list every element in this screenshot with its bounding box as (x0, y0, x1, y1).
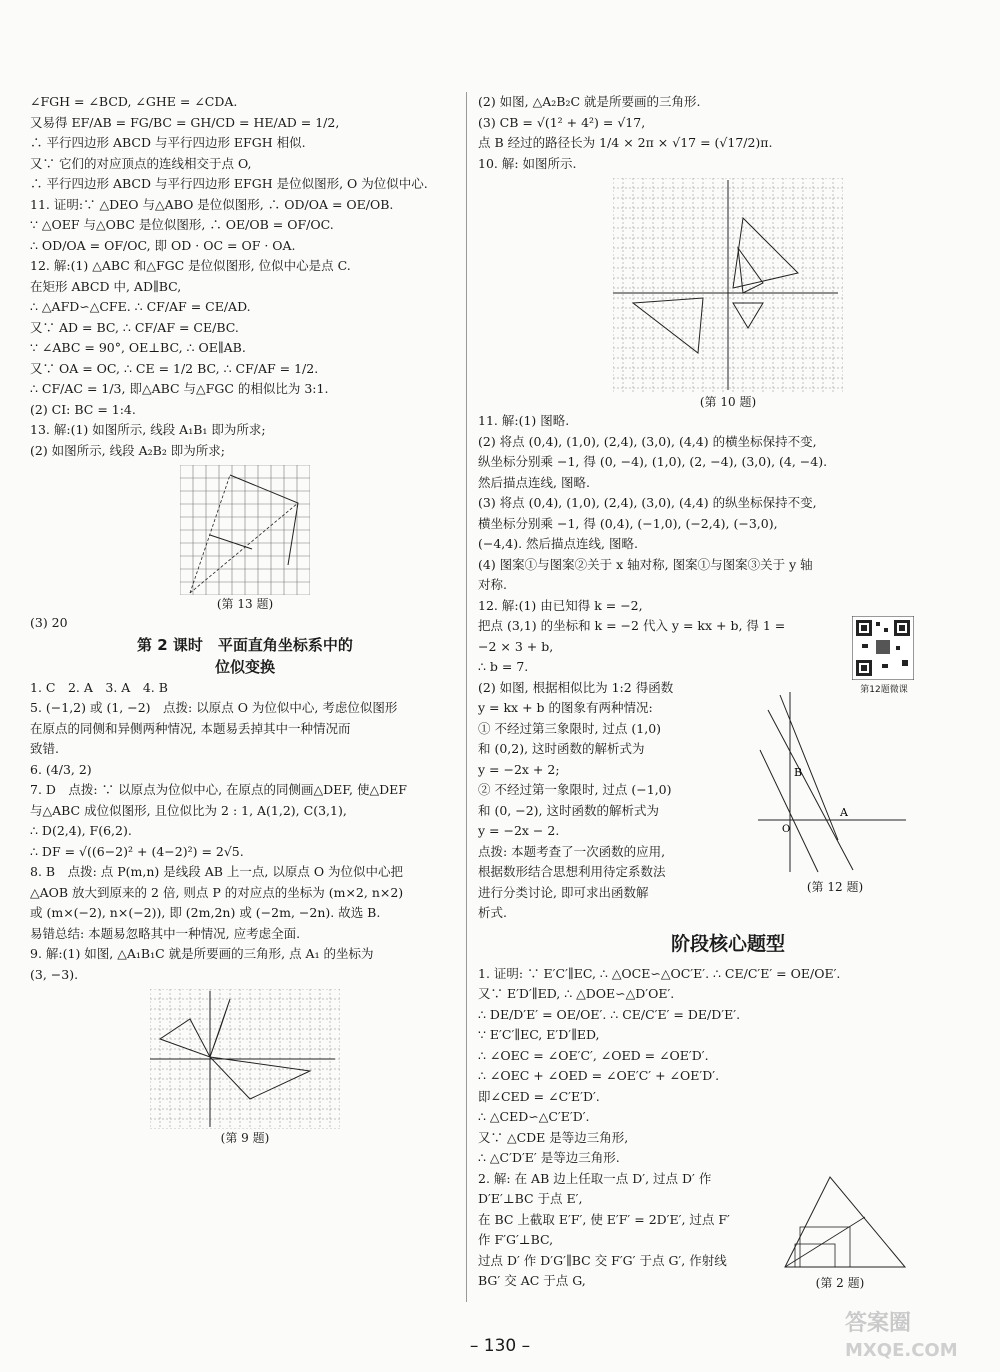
right-b-line: 纵坐标分别乘 −1, 得 (0, −4), (1,0), (2, −4), (3,0), (4, −4). (478, 454, 828, 469)
left-a-line: ∵ ∠ABC = 90°, OE⊥BC, ∴ OE∥AB. (30, 340, 246, 355)
right-b-line: (4) 图案①与图案②关于 x 轴对称, 图案①与图案③关于 y 轴 (478, 556, 813, 572)
fig12-label-a: A (840, 806, 848, 819)
left-b-line: ∴ D(2,4), F(6,2). (30, 823, 132, 838)
fig12-caption: (第 12 题) (806, 880, 864, 894)
right-c-line: BG′ 交 AC 于点 G, (478, 1273, 586, 1288)
fig10-triangle-3 (738, 248, 763, 293)
right-a-line: 点 B 经过的路径长为 1/4 × 2π × √17 = (√17/2)π. (478, 135, 773, 150)
right-b-line: 把点 (3,1) 的坐标和 k = −2 代入 y = kx + b, 得 1 = (478, 618, 786, 633)
right-c-line: ∴ ∠OEC + ∠OED = ∠OE′C′ + ∠OE′D′. (478, 1068, 720, 1083)
right-c-line: 过点 D′ 作 D′G′∥BC 交 F′G′ 于点 G′, 作射线 (478, 1252, 727, 1268)
right-a-line: 10. 解: 如图所示. (478, 155, 577, 171)
left-b-line: 1. C 2. A 3. A 4. B (30, 679, 168, 695)
fig13-caption: (第 13 题) (216, 597, 274, 611)
right-b-line: 然后描点连线, 图略. (478, 474, 590, 490)
right-b-line: (−4,4). 然后描点连线, 图略. (478, 536, 638, 551)
fig12-label-b: B (794, 766, 803, 779)
left-a-line: ∴ CF/AC = 1/3, 即△ABC 与△FGC 的相似比为 3:1. (30, 381, 329, 396)
fig2-rect-small (795, 1244, 835, 1267)
left-b-line: 易错总结: 本题易忽略其中一种情况, 应考虑全面. (30, 925, 301, 941)
left-a-line: (2) CI: BC = 1:4. (30, 401, 136, 417)
section-title-2: 位似变换 (214, 657, 275, 676)
left-b-line: 或 (m×(−2), n×(−2)), 即 (2m,2n) 或 (−2m, −2n). 故选 B. (30, 905, 381, 920)
qr-code-icon[interactable] (852, 616, 914, 680)
fig9-triangle-abc (160, 1019, 210, 1057)
right-c-line: 又∵ △CDE 是等边三角形, (478, 1129, 629, 1145)
fig9-caption: (第 9 题) (220, 1131, 270, 1145)
left-b-line: 7. D 点拨: ∵ 以原点为位似中心, 在原点的同侧画△DEF, 使△DEF (30, 782, 407, 797)
left-a-line: 又易得 EF/AB = FG/BC = GH/CD = HE/AD = 1/2, (30, 114, 340, 130)
fig10-triangle-2 (633, 298, 703, 353)
right-b-line: 根据数形结合思想利用待定系数法 (478, 864, 666, 879)
left-a-line: 12. 解:(1) △ABC 和△FGC 是位似图形, 位似中心是点 C. (30, 258, 351, 273)
left-a-line: 又∵ 它们的对应顶点的连线相交于点 O, (30, 155, 252, 171)
right-b-line: 11. 解:(1) 图略. (478, 413, 570, 428)
left-b-line: ∴ DF = √((6−2)² + (4−2)²) = 2√5. (30, 843, 244, 859)
fig10-caption: (第 10 题) (699, 395, 757, 409)
left-b-line: 8. B 点拨: 点 P(m,n) 是线段 AB 上一点, 以原点 O 为位似中心把 (30, 864, 404, 879)
left-a-line: 又∵ AD = BC, ∴ CF/AF = CE/BC. (30, 319, 239, 335)
right-b-line: 析式. (478, 905, 507, 920)
fig13-dash2 (190, 475, 230, 593)
left-a-line: ∵ △OEF 与△OBC 是位似图形, ∴ OE/OB = OF/OC. (30, 217, 334, 232)
left-b-line: △AOB 放大到原来的 2 倍, 则点 P 的对应点的坐标为 (m×2, n×2) (30, 884, 404, 900)
fig12-line-2 (780, 695, 838, 840)
right-c-line: D′E′⊥BC 于点 E′, (478, 1191, 583, 1206)
fig2-triangle-abc (785, 1177, 905, 1267)
fig13-a1b1 (210, 535, 252, 549)
left-a-line: 13. 解:(1) 如图所示, 线段 A₁B₁ 即为所求; (30, 422, 266, 437)
figure-9 (150, 989, 340, 1129)
figure-13 (180, 465, 310, 595)
right-c-line: 在 BC 上截取 E′F′, 使 E′F′ = 2D′E′, 过点 F′ (478, 1211, 730, 1227)
qr-caption: 第12题微课 (860, 685, 908, 695)
left-a-line: ∠FGH = ∠BCD, ∠GHE = ∠CDA. (30, 94, 238, 109)
line-3: (3) 20 (30, 615, 68, 630)
figure-10 (613, 178, 843, 393)
left-a-line: ∴ △AFD∽△CFE. ∴ CF/AF = CE/AD. (30, 299, 251, 314)
right-b-line: −2 × 3 + b, (478, 638, 554, 654)
right-c-line: ∴ △C′D′E′ 是等边三角形. (478, 1150, 620, 1165)
column-divider (466, 92, 467, 1302)
right-c-line: 又∵ E′D′∥ED, ∴ △DOE∽△D′OE′. (478, 986, 675, 1001)
left-b-line: 致错. (30, 741, 59, 756)
left-a-line: (2) 如图所示, 线段 A₂B₂ 即为所求; (30, 442, 226, 458)
page-number: – 130 – (469, 1336, 531, 1356)
left-a-line: 11. 证明:∵ △DEO 与△ABO 是位似图形, ∴ OD/OA = OE/OB. (30, 196, 394, 212)
left-a-line: ∴ OD/OA = OF/OC, 即 OD · OC = OF · OA. (30, 237, 296, 253)
left-a-line: ∴ 平行四边形 ABCD 与平行四边形 EFGH 是位似图形, O 为位似中心. (30, 176, 428, 191)
left-b-line: 与△ABC 成位似图形, 且位似比为 2 : 1, A(1,2), C(3,1), (30, 802, 347, 818)
left-a-line: 在矩形 ABCD 中, AD∥BC, (30, 278, 182, 294)
right-b-line: y = kx + b 的图象有两种情况: (478, 700, 653, 715)
left-column (30, 92, 460, 1147)
right-a-line: (2) 如图, △A₂B₂C 就是所要画的三角形. (478, 94, 701, 109)
right-c-line: ∴ △CED∽△C′E′D′. (478, 1109, 590, 1124)
fig2-caption: (第 2 题) (815, 1276, 865, 1290)
right-c-line: ∴ ∠OEC = ∠OE′C′, ∠OED = ∠OE′D′. (478, 1047, 709, 1063)
right-c-line: ∴ DE/D′E′ = OE/OE′. ∴ CE/C′E′ = DE/D′E′. (478, 1006, 741, 1022)
right-b-line: 横坐标分别乘 −1, 得 (0,4), (−1,0), (−2,4), (−3,0), (478, 515, 778, 531)
right-c-line: ∵ E′C′∥EC, E′D′∥ED, (478, 1027, 600, 1042)
right-b-line: 和 (0,2), 这时函数的解析式为 (478, 741, 645, 756)
section-title-1: 第 2 课时 平面直角坐标系中的 (137, 635, 353, 654)
left-b-line: 在原点的同侧和异侧两种情况, 本题易丢掉其中一种情况而 (30, 720, 351, 736)
left-a-line: 又∵ OA = OC, ∴ CE = 1/2 BC, ∴ CF/AF = 1/2. (30, 360, 319, 376)
right-b-line: 和 (0, −2), 这时函数的解析式为 (478, 802, 660, 818)
fig12-line-1 (768, 710, 853, 870)
fig10-triangle-4 (733, 303, 763, 328)
right-b-line: (2) 如图, 根据相似比为 1:2 得函数 (478, 679, 674, 695)
right-c-line: 即∠CED = ∠C′E′D′. (478, 1088, 600, 1104)
right-c-line: 作 F′G′⊥BC, (478, 1232, 554, 1247)
right-b-line: y = −2x − 2. (478, 823, 560, 838)
right-b-line: 进行分类讨论, 即可求出函数解 (478, 884, 649, 900)
fig2-rect-defg (800, 1227, 850, 1267)
figure-2 (780, 1172, 910, 1272)
right-b-line: y = −2x + 2; (478, 761, 560, 777)
left-b-line: 9. 解:(1) 如图, △A₁B₁C 就是所要画的三角形, 点 A₁ 的坐标为 (30, 946, 374, 961)
watermark-url: MXQE.COM (845, 1340, 958, 1361)
right-c-line: 2. 解: 在 AB 边上任取一点 D′, 过点 D′ 作 (478, 1170, 712, 1186)
left-b-line: (3, −3). (30, 966, 79, 982)
left-a-line: ∴ 平行四边形 ABCD 与平行四边形 EFGH 相似. (30, 135, 306, 150)
right-b-line: (2) 将点 (0,4), (1,0), (2,4), (3,0), (4,4) 的横坐标保持不变, (478, 433, 817, 449)
right-b-line: 点拨: 本题考查了一次函数的应用, (478, 843, 666, 859)
right-b-line: 12. 解:(1) 由已知得 k = −2, (478, 597, 643, 613)
watermark-logo: 答案圈 (845, 1311, 912, 1336)
right-a-line: (3) CB = √(1² + 4²) = √17, (478, 114, 646, 130)
right-b-line: ① 不经过第三象限时, 过点 (1,0) (478, 720, 662, 736)
figure-12 (758, 690, 908, 876)
fig12-label-o: O (782, 824, 791, 835)
section-core-title: 阶段核心题型 (670, 932, 785, 955)
right-b-line: ② 不经过第一象限时, 过点 (−1,0) (478, 782, 672, 797)
right-c-line: 1. 证明: ∵ E′C′∥EC, ∴ △OCE∽△OC′E′. ∴ CE/C′E′ = OE/OE′. (478, 965, 841, 981)
right-b-line: (3) 将点 (0,4), (1,0), (2,4), (3,0), (4,4) 的纵坐标保持不变, (478, 495, 817, 510)
fig10-triangle-1 (733, 218, 798, 288)
right-b-line: ∴ b = 7. (478, 659, 529, 674)
right-b-line: 对称. (478, 577, 507, 592)
left-b-line: 6. (4/3, 2) (30, 761, 92, 777)
left-b-line: 5. (−1,2) 或 (1, −2) 点拨: 以原点 O 为位似中心, 考虑位似图形 (30, 700, 398, 715)
fig9-triangle-a2b2c (210, 999, 230, 1057)
